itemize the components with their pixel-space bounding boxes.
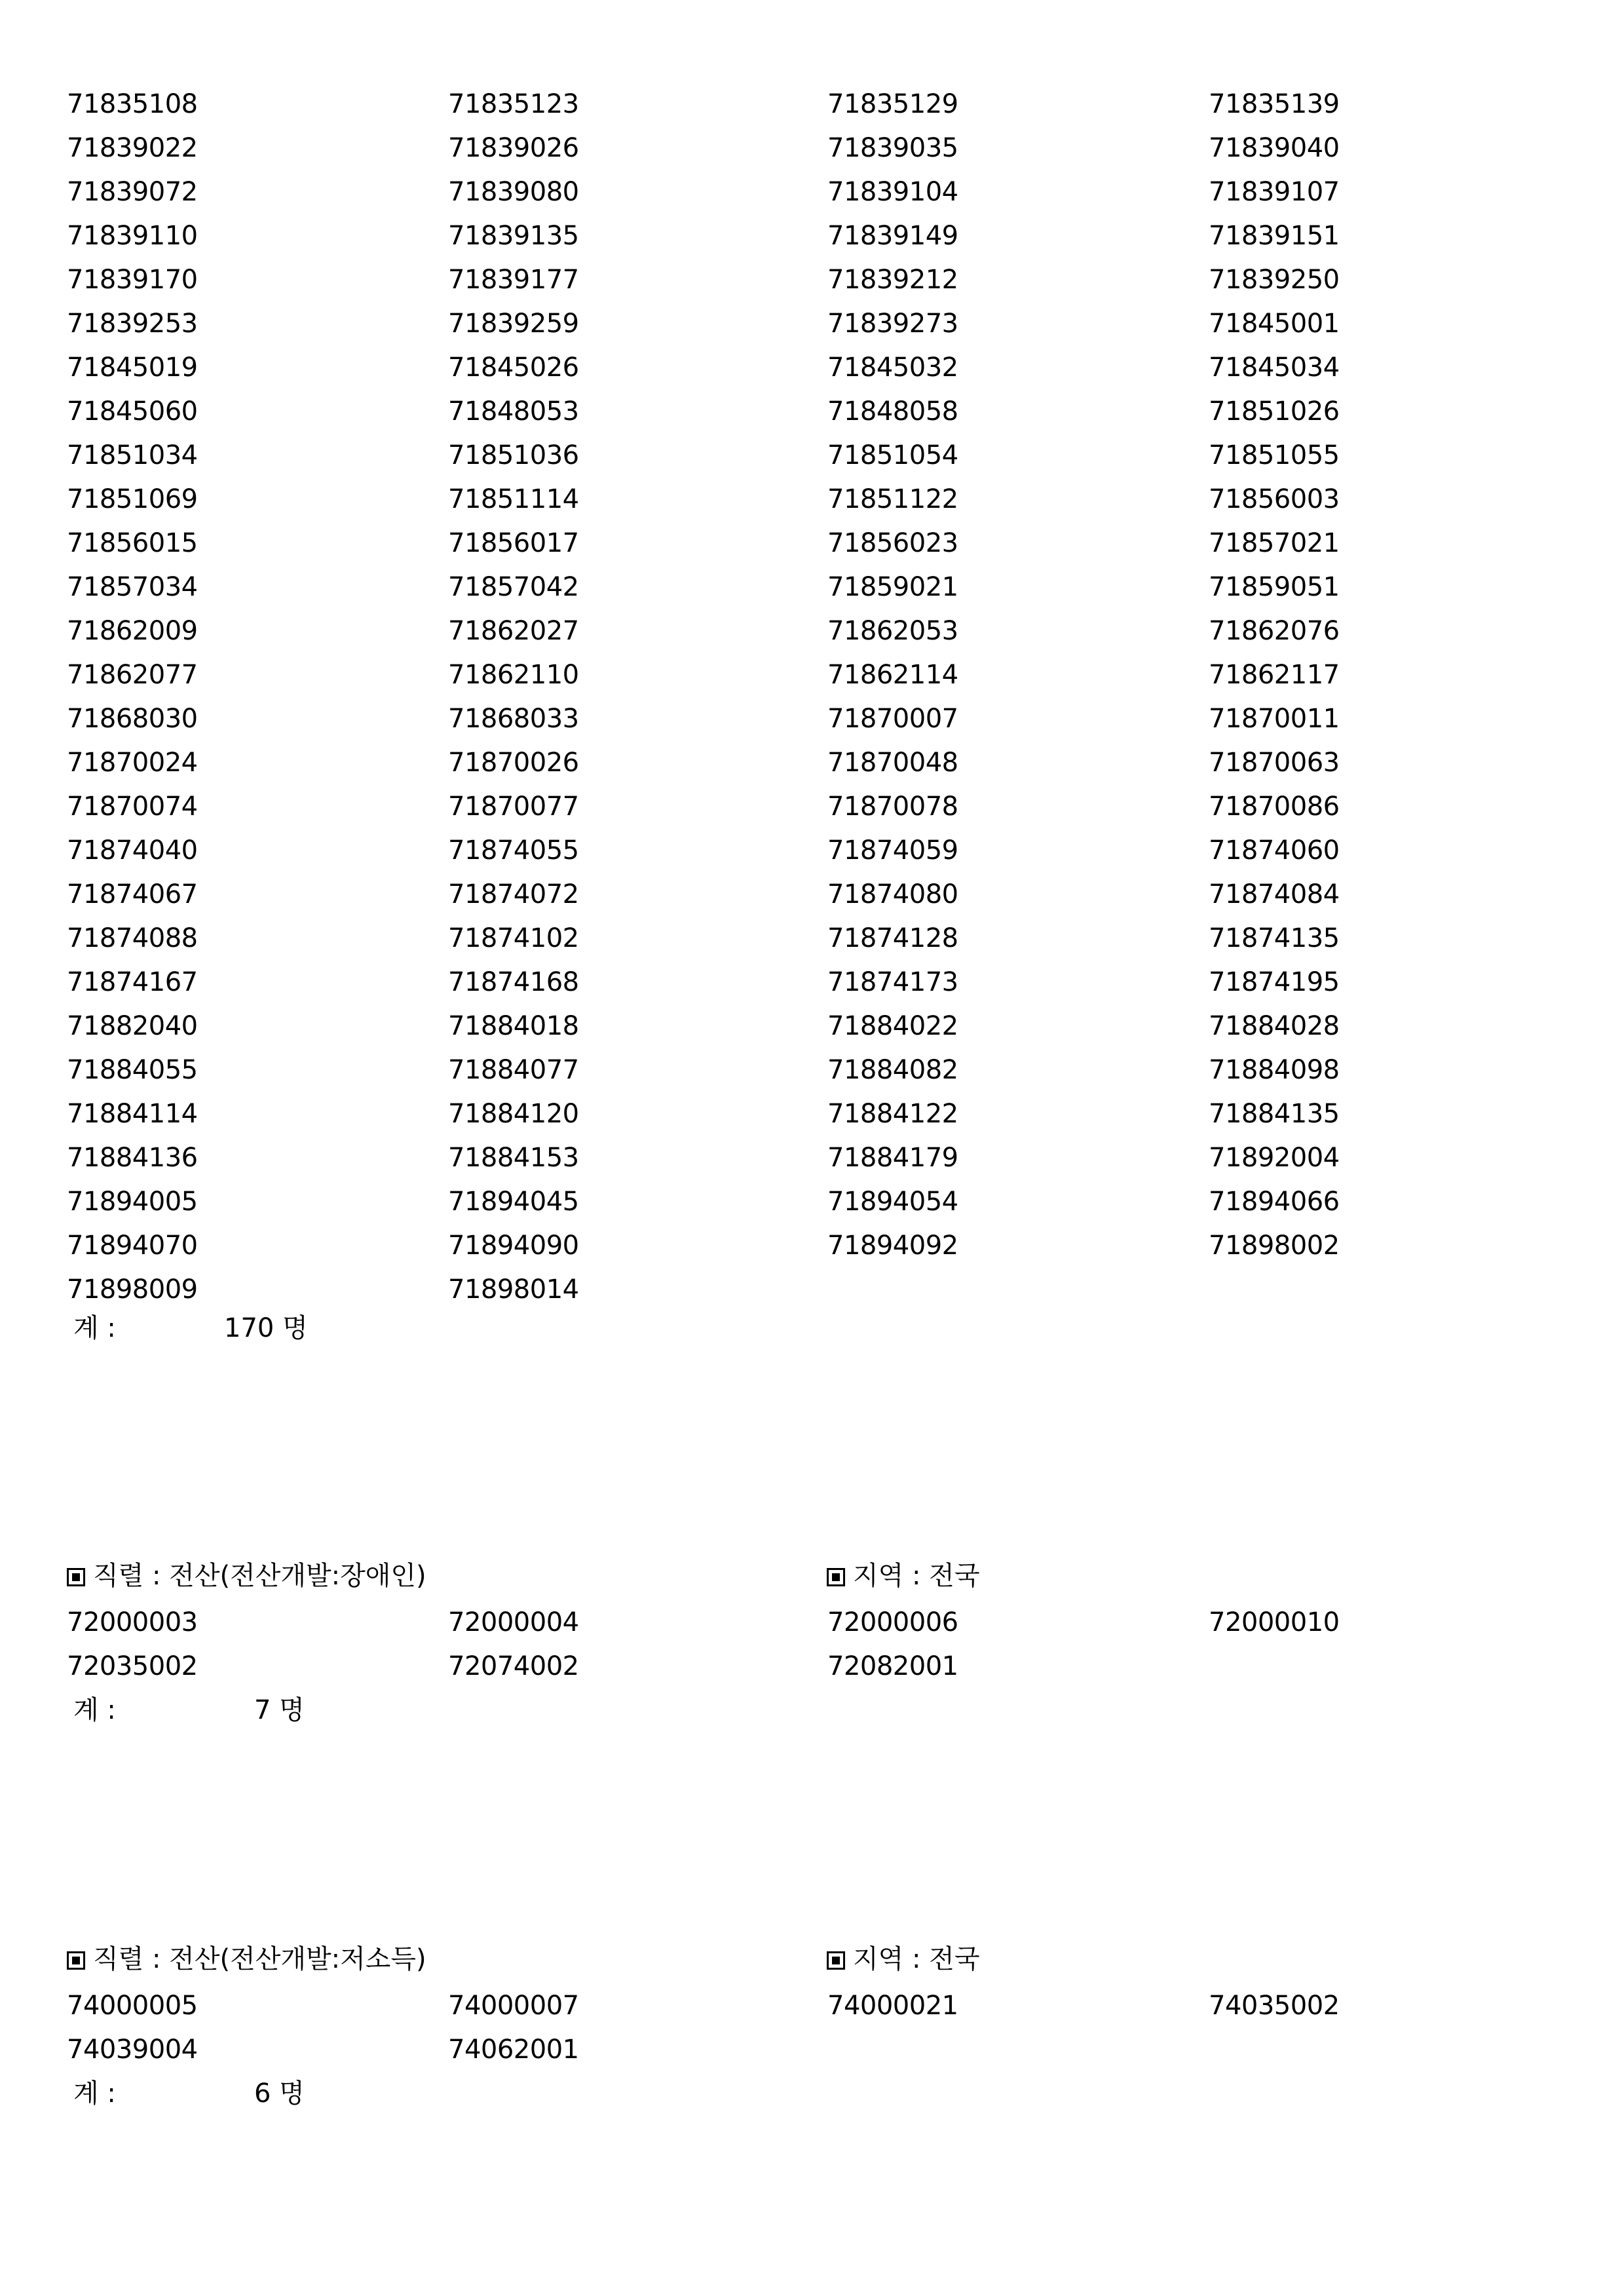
id-entry: 71874088 <box>67 923 198 953</box>
id-entry: 71839149 <box>827 221 958 251</box>
section2-total <box>73 1689 335 1732</box>
total-count: 170 명 <box>224 1313 308 1343</box>
id-entry: 71874167 <box>67 967 198 997</box>
section1-total <box>73 1307 335 1350</box>
total-count: 7 명 <box>254 1695 305 1725</box>
id-entry: 71857034 <box>67 572 198 602</box>
square-bullet-icon <box>67 1568 85 1586</box>
id-entry: 71874102 <box>448 923 579 953</box>
id-entry: 71884022 <box>827 1011 958 1041</box>
id-entry: 71894054 <box>827 1187 958 1217</box>
id-entry: 71870063 <box>1209 748 1340 778</box>
id-entry: 71839135 <box>448 221 579 251</box>
id-entry: 74035002 <box>1209 1991 1340 2021</box>
id-entry: 71839170 <box>67 265 198 295</box>
id-entry: 71845026 <box>448 353 579 383</box>
id-entry: 71882040 <box>67 1011 198 1041</box>
id-entry: 71851069 <box>67 484 198 514</box>
id-entry: 71874040 <box>67 835 198 866</box>
id-entry: 71884179 <box>827 1143 958 1173</box>
id-entry: 71839080 <box>448 177 579 207</box>
id-entry: 71839151 <box>1209 221 1340 251</box>
id-entry: 71848053 <box>448 396 579 427</box>
id-entry: 71862114 <box>827 660 958 690</box>
id-entry: 71835108 <box>67 89 198 119</box>
id-entry: 71884120 <box>448 1099 579 1129</box>
id-entry: 71859021 <box>827 572 958 602</box>
id-entry: 71868033 <box>448 704 579 734</box>
id-entry: 71874195 <box>1209 967 1340 997</box>
id-entry: 71894092 <box>827 1231 958 1261</box>
id-entry: 71874173 <box>827 967 958 997</box>
id-entry: 71845060 <box>67 396 198 427</box>
id-entry: 71870074 <box>67 792 198 822</box>
id-entry: 71870048 <box>827 748 958 778</box>
id-entry: 71862076 <box>1209 616 1340 646</box>
id-entry: 71839212 <box>827 265 958 295</box>
id-entry: 74062001 <box>448 2035 579 2065</box>
id-entry: 71884055 <box>67 1055 198 1085</box>
id-entry: 71839107 <box>1209 177 1340 207</box>
square-bullet-icon <box>827 1568 845 1586</box>
id-entry: 71839273 <box>827 309 958 339</box>
id-entry: 71874067 <box>67 879 198 909</box>
region-label: 지역 : 전국 <box>853 1561 980 1591</box>
id-entry: 71892004 <box>1209 1143 1340 1173</box>
id-entry: 71839022 <box>67 133 198 163</box>
id-entry: 71835139 <box>1209 89 1340 119</box>
id-entry: 71859051 <box>1209 572 1340 602</box>
id-entry: 71862009 <box>67 616 198 646</box>
id-entry: 72000006 <box>827 1607 958 1637</box>
id-entry: 72000004 <box>448 1607 579 1637</box>
id-entry: 71839177 <box>448 265 579 295</box>
id-entry: 71835129 <box>827 89 958 119</box>
id-entry: 71862053 <box>827 616 958 646</box>
id-entry: 71868030 <box>67 704 198 734</box>
id-entry: 71851054 <box>827 440 958 470</box>
id-entry: 71845034 <box>1209 353 1340 383</box>
section3-region-header <box>827 1938 979 1981</box>
job-label: 직렬 : 전산(전산개발:저소득) <box>93 1944 426 1974</box>
square-bullet-icon <box>67 1951 85 1970</box>
total-count: 6 명 <box>254 2078 305 2109</box>
id-entry: 71894070 <box>67 1231 198 1261</box>
id-entry: 71851114 <box>448 484 579 514</box>
id-entry: 71874072 <box>448 879 579 909</box>
id-entry: 71894005 <box>67 1187 198 1217</box>
id-entry: 71884077 <box>448 1055 579 1085</box>
id-entry: 71839040 <box>1209 133 1340 163</box>
id-entry: 71898014 <box>448 1274 579 1305</box>
id-entry: 71898002 <box>1209 1231 1340 1261</box>
id-entry: 71848058 <box>827 396 958 427</box>
id-entry: 71874135 <box>1209 923 1340 953</box>
id-entry: 71856023 <box>827 528 958 558</box>
id-entry: 71845001 <box>1209 309 1340 339</box>
job-label: 직렬 : 전산(전산개발:장애인) <box>93 1561 426 1591</box>
id-entry: 74000021 <box>827 1991 958 2021</box>
id-entry: 71851026 <box>1209 396 1340 427</box>
region-label: 지역 : 전국 <box>853 1944 980 1974</box>
id-entry: 71874080 <box>827 879 958 909</box>
id-entry: 71856017 <box>448 528 579 558</box>
id-entry: 71884135 <box>1209 1099 1340 1129</box>
id-entry: 71874084 <box>1209 879 1340 909</box>
id-entry: 71884136 <box>67 1143 198 1173</box>
id-entry: 71894066 <box>1209 1187 1340 1217</box>
id-entry: 71874060 <box>1209 835 1340 866</box>
total-label: 계 : <box>73 1313 116 1343</box>
id-entry: 71857042 <box>448 572 579 602</box>
id-entry: 71884114 <box>67 1099 198 1129</box>
id-entry: 71851122 <box>827 484 958 514</box>
id-entry: 71851034 <box>67 440 198 470</box>
id-entry: 71874055 <box>448 835 579 866</box>
id-entry: 71898009 <box>67 1274 198 1305</box>
id-entry: 71835123 <box>448 89 579 119</box>
id-entry: 71894090 <box>448 1231 579 1261</box>
id-entry: 72074002 <box>448 1651 579 1681</box>
id-entry: 71870086 <box>1209 792 1340 822</box>
total-label: 계 : <box>73 2078 116 2109</box>
id-entry: 71839253 <box>67 309 198 339</box>
id-entry: 71884018 <box>448 1011 579 1041</box>
id-entry: 71874168 <box>448 967 579 997</box>
id-entry: 72082001 <box>827 1651 958 1681</box>
id-entry: 71845019 <box>67 353 198 383</box>
id-entry: 71856003 <box>1209 484 1340 514</box>
id-entry: 71884098 <box>1209 1055 1340 1085</box>
id-entry: 71856015 <box>67 528 198 558</box>
id-entry: 71845032 <box>827 353 958 383</box>
id-entry: 71839104 <box>827 177 958 207</box>
id-entry: 71857021 <box>1209 528 1340 558</box>
id-entry: 71870024 <box>67 748 198 778</box>
id-entry: 74000005 <box>67 1991 198 2021</box>
id-entry: 71862117 <box>1209 660 1340 690</box>
id-entry: 71839072 <box>67 177 198 207</box>
id-entry: 71851055 <box>1209 440 1340 470</box>
id-entry: 71870077 <box>448 792 579 822</box>
id-entry: 71839026 <box>448 133 579 163</box>
section3-total <box>73 2072 335 2116</box>
id-entry: 71862027 <box>448 616 579 646</box>
square-bullet-icon <box>827 1951 845 1970</box>
id-entry: 71839250 <box>1209 265 1340 295</box>
id-entry: 74000007 <box>448 1991 579 2021</box>
id-entry: 71870078 <box>827 792 958 822</box>
id-entry: 71884082 <box>827 1055 958 1085</box>
id-entry: 71870026 <box>448 748 579 778</box>
id-entry: 71884153 <box>448 1143 579 1173</box>
id-entry: 71870011 <box>1209 704 1340 734</box>
id-entry: 71862110 <box>448 660 579 690</box>
id-entry: 71839259 <box>448 309 579 339</box>
id-entry: 71884028 <box>1209 1011 1340 1041</box>
section3-job-header <box>67 1938 426 1981</box>
id-entry: 71862077 <box>67 660 198 690</box>
section2-job-header <box>67 1554 426 1598</box>
id-entry: 71894045 <box>448 1187 579 1217</box>
id-entry: 72000003 <box>67 1607 198 1637</box>
id-entry: 72000010 <box>1209 1607 1340 1637</box>
id-entry: 72035002 <box>67 1651 198 1681</box>
id-entry: 71839110 <box>67 221 198 251</box>
id-entry: 71884122 <box>827 1099 958 1129</box>
id-entry: 71874128 <box>827 923 958 953</box>
id-entry: 71851036 <box>448 440 579 470</box>
id-entry: 74039004 <box>67 2035 198 2065</box>
id-entry: 71870007 <box>827 704 958 734</box>
id-entry: 71839035 <box>827 133 958 163</box>
id-entry: 71874059 <box>827 835 958 866</box>
total-label: 계 : <box>73 1695 116 1725</box>
section2-region-header <box>827 1554 979 1598</box>
